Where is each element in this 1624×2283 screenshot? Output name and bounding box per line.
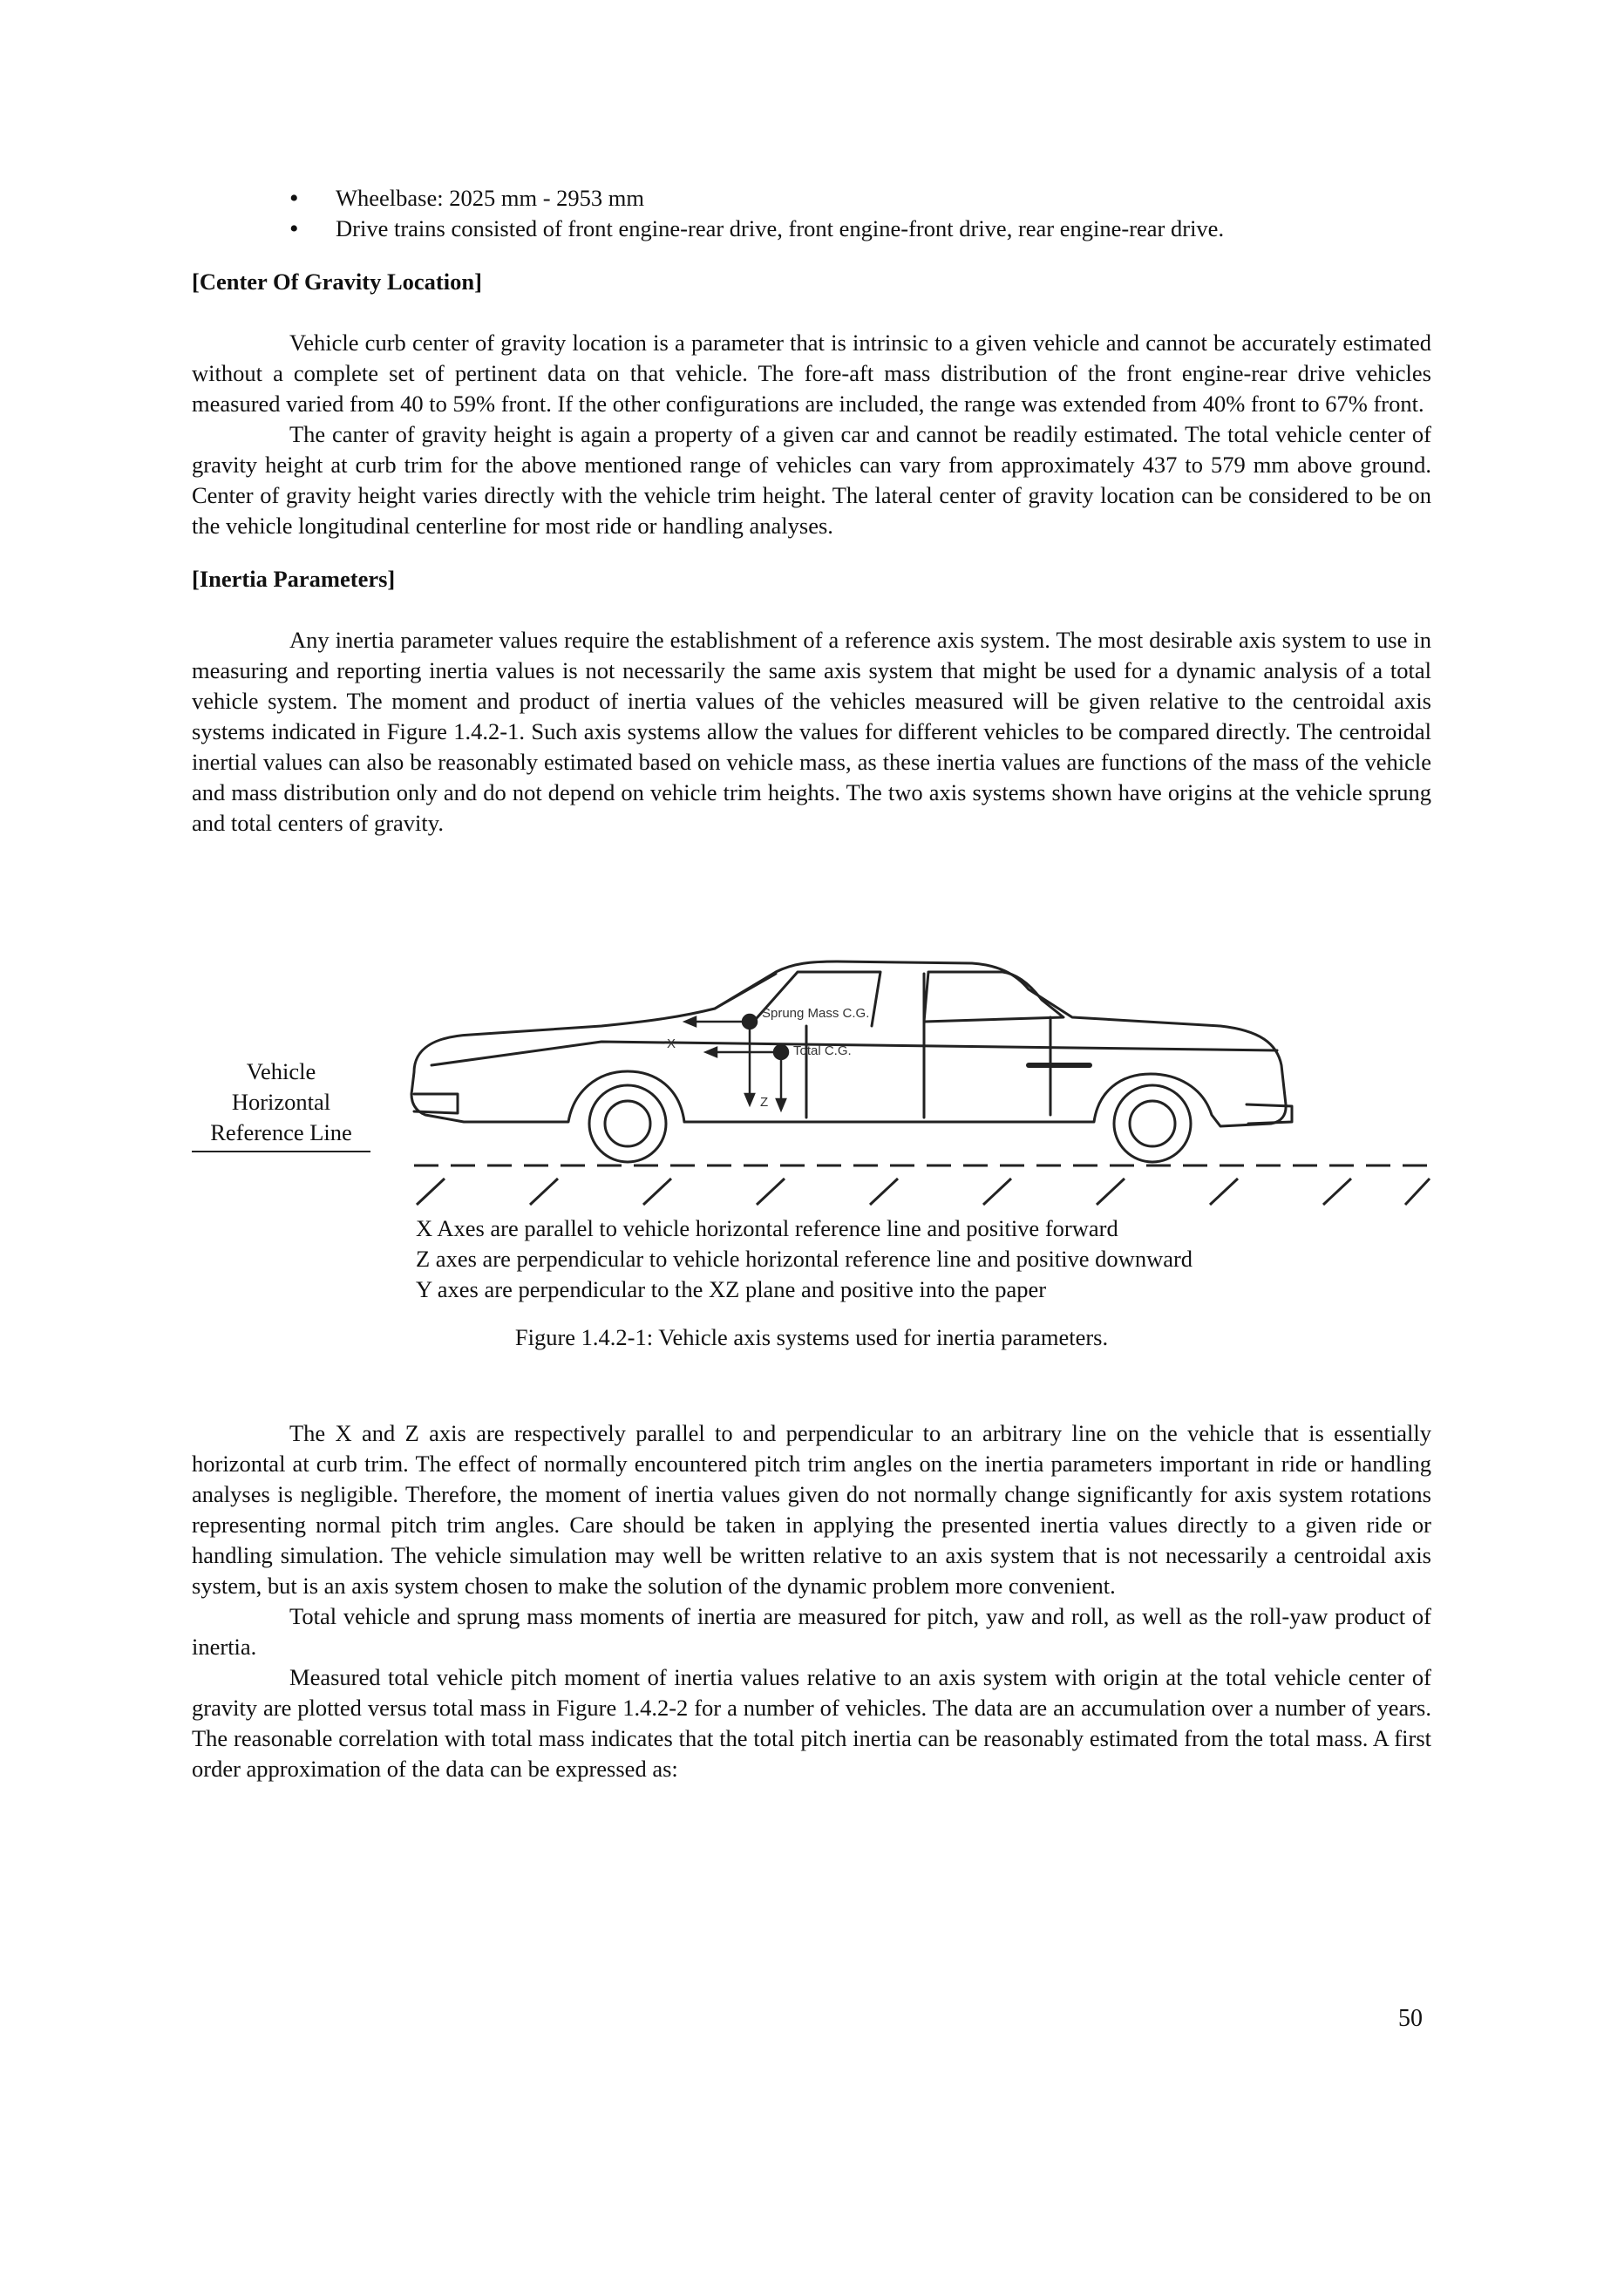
- total-cg-marker: [774, 1045, 788, 1059]
- figure-caption: Figure 1.4.2-1: Vehicle axis systems used for inertia parameters.: [514, 1324, 1109, 1350]
- spec-bullet-list: [192, 183, 1431, 244]
- axis-notes: [416, 1213, 1193, 1305]
- after-paragraph-2: Total vehicle and sprung mass moments of inertia are measured for pitch, yaw and roll, as well as the roll-yaw product of inertia.: [192, 1603, 1431, 1660]
- after-paragraph-1: The X and Z axis are respectively parallel to and perpendicular to an arbitrary line on the vehicle that is essentially horizontal at curb trim. The effect of normally encountered pitch trim angles on the inertia parameters important in ride or handling analyses is negligible. Therefore, the moment of inertia values given do not normally change significantly for axis system rotations representing normal pitch trim angles. Care should be taken in applying the presented inertia values directly to a given ride or handling simulation. The vehicle simulation may well be written relative to an axis system that is not necessarily a centroidal axis system, but is an axis system chosen to make the solution of the dynamic problem more convenient.: [192, 1420, 1431, 1599]
- reference-line-label: [192, 1057, 370, 1148]
- vehicle-axis-figure: [192, 887, 1431, 1401]
- sprung-z-arrow: [745, 1094, 754, 1104]
- front-wheel-inner: [605, 1101, 650, 1146]
- inertia-paragraph-1: Any inertia parameter values require the establishment of a reference axis system. The most desirable axis system to use in measuring and reporting inertia values is not necessarily the same axis system that might be used for a dynamic analysis of a total vehicle system. The moment and product of inertia values of the vehicles measured will be given relative to the centroidal axis systems indicated in Figure 1.4.2-1. Such axis systems allow the values for different vehicles to be compared directly. The centroidal inertial values can also be reasonably estimated based on vehicle mass, as these inertia values are functions of the mass of the vehicle and mass distribution only and do not depend on vehicle trim heights. The two axis systems shown have origins at the vehicle sprung and total centers of gravity.: [192, 627, 1431, 836]
- axis-note-y: Y axes are perpendicular to the XZ plane and positive into the paper: [416, 1276, 1047, 1302]
- total-x-arrow: [706, 1048, 717, 1057]
- rear-wheel-inner: [1130, 1101, 1175, 1146]
- bullet-drive-trains: • Drive trains consisted of front engine-rear drive, front engine-front drive, rear engine-rear drive.: [192, 214, 1431, 244]
- axis-note-x: X Axes are parallel to vehicle horizontal reference line and positive forward: [416, 1215, 1118, 1241]
- axis-note-z: Z axes are perpendicular to vehicle horizontal reference line and positive downward: [416, 1246, 1193, 1272]
- sprung-x-arrow: [685, 1017, 696, 1026]
- inertia-section-heading: [Inertia Parameters]: [192, 566, 396, 592]
- ref-label-line-2: Horizontal: [231, 1089, 331, 1115]
- cg-section-heading: [Center Of Gravity Location]: [192, 268, 482, 295]
- cg-paragraph-2: The canter of gravity height is again a property of a given car and cannot be readily estimated. The total vehicle center of gravity height at curb trim for the above mentioned range of vehicles can vary from approximately 437 to 579 mm above ground. Center of gravity height varies directly with the vehicle trim height. The lateral center of gravity location can be considered to be on the vehicle longitudinal centerline for most ride or handling analyses.: [192, 421, 1431, 539]
- x-axis-label: X: [667, 1036, 676, 1051]
- total-z-arrow: [777, 1099, 785, 1110]
- total-cg-label: Total C.G.: [793, 1043, 852, 1058]
- front-wheel-outer: [589, 1085, 666, 1162]
- front-bumper: [414, 1094, 458, 1113]
- car-beltline: [431, 1042, 1277, 1065]
- ref-label-line-3: Reference Line: [210, 1119, 352, 1145]
- ground-group: [414, 1165, 1431, 1205]
- after-paragraph-3: Measured total vehicle pitch moment of inertia values relative to an axis system with origin at the total vehicle center of gravity are plotted versus total mass in Figure 1.4.2-2 for a number of vehicles. The data are an accumulation over a number of years. The reasonable correlation with total mass indicates that the total pitch inertia can be reasonably estimated from the total mass. A first order approximation of the data can be expressed as:: [192, 1664, 1431, 1782]
- axes-group: [685, 1015, 788, 1110]
- sprung-cg-marker: [743, 1015, 757, 1029]
- page-content: [192, 183, 1431, 1784]
- rear-wheel-outer: [1114, 1085, 1191, 1162]
- bullet-wheelbase: • Wheelbase: 2025 mm - 2953 mm: [192, 183, 1431, 214]
- cg-paragraph-1: Vehicle curb center of gravity location is a parameter that is intrinsic to a given vehicle and cannot be accurately estimated without a complete set of pertinent data on that vehicle. The fore-aft mass distribution of the front engine-rear drive vehicles measured varied from 40 to 59% front. If the other configurations are included, the range was extended from 40% front to 67% front.: [192, 330, 1431, 417]
- z-axis-label: Z: [760, 1095, 769, 1110]
- page-number: 50: [1398, 2005, 1423, 2032]
- reference-line-rule: [192, 1151, 370, 1152]
- sprung-cg-label: Sprung Mass C.G.: [762, 1006, 870, 1021]
- ref-label-line-1: Vehicle: [246, 1058, 316, 1084]
- ground-hatch: [417, 1179, 1430, 1205]
- spacer: [192, 1401, 1431, 1418]
